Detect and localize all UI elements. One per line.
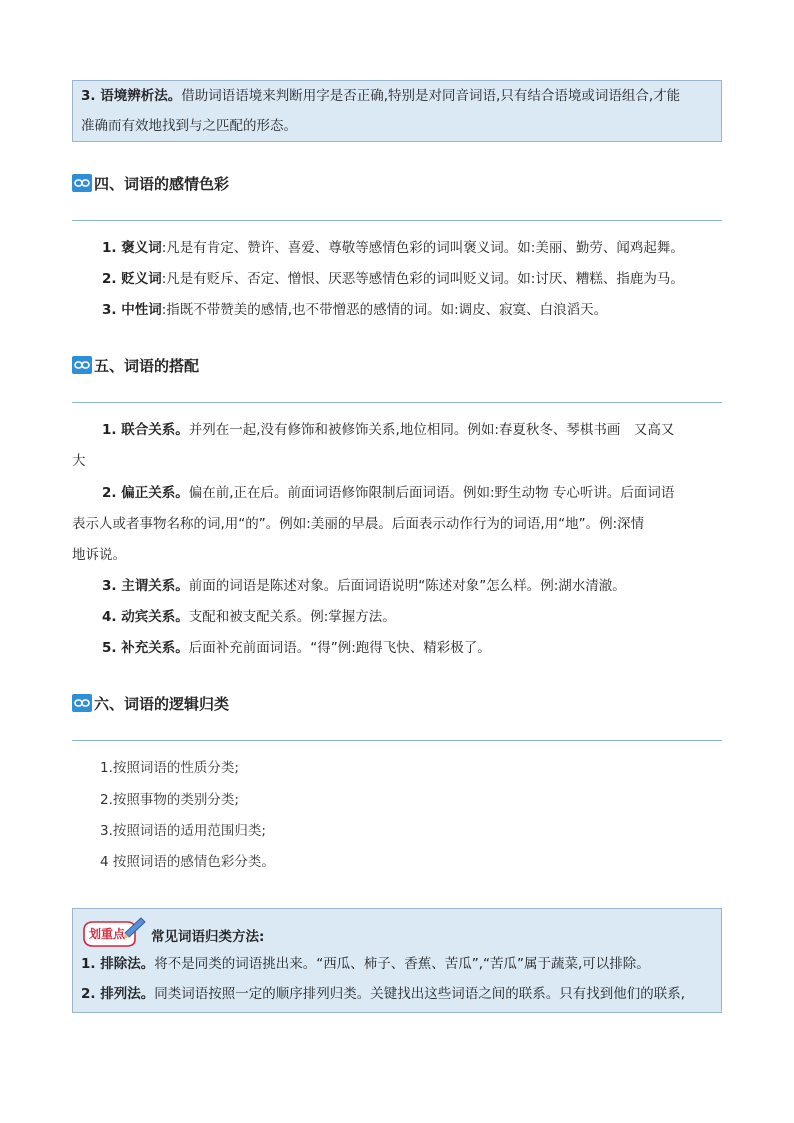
list-item: 4 按照词语的感情色彩分类。 [100,854,275,870]
list-item [102,238,684,258]
box2-item [81,979,713,1009]
list-item [102,300,607,320]
item-continuation: 大 [72,453,86,469]
divider [72,740,722,741]
box1-label: 3. 语境辨析法。 [81,88,182,104]
item-text: :凡是有肯定、赞许、喜爱、尊敬等感情色彩的词叫褒义词。如:美丽、勤劳、闻鸡起舞。 [161,240,684,256]
item-label: 2. 贬义词 [102,271,162,287]
item-label: 4. 动宾关系。 [102,609,189,625]
list-item [102,638,491,658]
item-text: 后面补充前面词语。“得”例:跑得飞快、精彩极了。 [188,640,491,656]
badge-text: 划重点 [89,927,126,941]
item-label: 1. 褒义词 [102,240,162,256]
box1-text1: 借助词语语境来判断用字是否正确,特别是对同音词语,只有结合语境或词语组合,才能 [181,88,681,104]
item-text: 支配和被支配关系。例:掌握方法。 [188,609,396,625]
list-item [102,483,674,503]
item-text: 将不是同类的词语挑出来。“西瓜、柿子、香蕉、苦瓜”,“苦瓜”属于蔬菜,可以排除。 [154,956,650,972]
item-text: 前面的词语是陈述对象。后面词语说明“陈述对象”怎么样。例:湖水清澈。 [188,578,626,594]
item-label: 3. 主谓关系。 [102,578,189,594]
divider [72,402,722,403]
list-item: 2.按照事物的类别分类; [100,792,239,808]
link-icon [72,174,92,192]
item-text: 并列在一起,没有修饰和被修饰关系,地位相同。例如:春夏秋冬、琴棋书画 又高又 [188,422,675,438]
box2-title: 常见词语归类方法: [151,929,265,945]
box1-line2: 准确而有效地找到与之匹配的形态。 [81,118,297,134]
list-item [102,420,674,440]
section-heading-emotion [72,172,229,194]
box1-line1 [81,81,713,111]
item-text: 偏在前,正在后。前面词语修饰限制后面词语。例如:野生动物 专心听讲。后面词语 [188,485,675,501]
item-label: 1. 排除法。 [81,956,155,972]
section-heading-collocation [72,354,199,376]
method-box-context [72,80,722,142]
item-label: 3. 中性词 [102,302,162,318]
box2-item [81,949,713,979]
item-label: 1. 联合关系。 [102,422,189,438]
list-item [102,269,684,289]
item-label: 5. 补充关系。 [102,640,189,656]
divider [72,220,722,221]
section-heading-logic [72,692,229,714]
list-item: 1.按照词语的性质分类; [100,760,239,776]
list-item [102,607,396,627]
method-box-classification [72,908,722,1013]
box2-header [81,909,713,949]
section-title: 六、词语的逻辑归类 [94,694,230,713]
item-text: :凡是有贬斥、否定、憎恨、厌恶等感情色彩的词叫贬义词。如:讨厌、糟糕、指鹿为马。 [161,271,684,287]
section-title: 四、词语的感情色彩 [94,174,230,193]
link-icon [72,356,92,374]
highlight-badge [81,915,147,949]
list-item [102,576,626,596]
item-text: 同类词语按照一定的顺序排列归类。关键找出这些词语之间的联系。只有找到他们的联系, [154,986,686,1002]
section-title: 五、词语的搭配 [94,356,200,375]
item-text: :指既不带赞美的感情,也不带憎恶的感情的词。如:调皮、寂寞、白浪滔天。 [161,302,608,318]
item-label: 2. 偏正关系。 [102,485,189,501]
list-item: 3.按照词语的适用范围归类; [100,823,266,839]
item-continuation: 表示人或者事物名称的词,用“的”。例如:美丽的早晨。后面表示动作行为的词语,用“地”。例:深情 [72,516,645,532]
link-icon [72,694,92,712]
item-label: 2. 排列法。 [81,986,155,1002]
item-continuation: 地诉说。 [72,547,126,563]
